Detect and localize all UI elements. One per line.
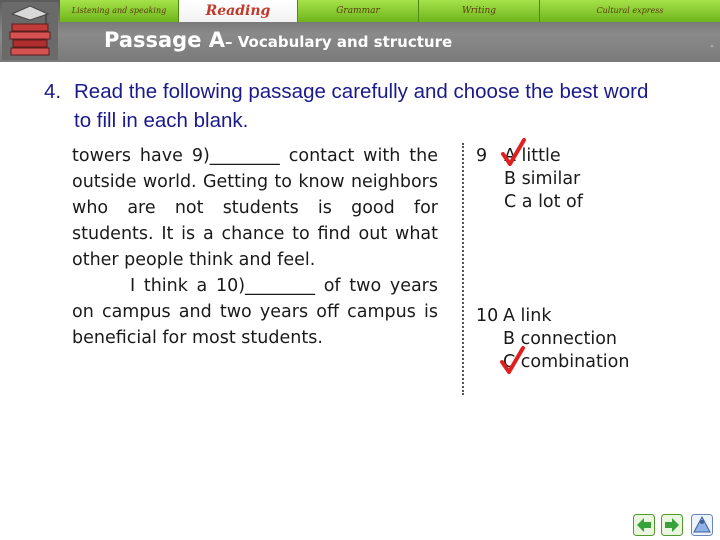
- passage-paragraph: towers have 9)________ contact with the outside world. Getting to know neighbors who are not students is good for students. It is a chance to find out what other people think and feel.: [72, 146, 438, 270]
- home-icon[interactable]: [691, 514, 713, 536]
- page-title-main: Passage A: [104, 28, 226, 52]
- option-group-number: 9: [476, 146, 488, 166]
- option-a[interactable]: A link: [503, 306, 552, 326]
- check-mark-icon: [499, 346, 525, 376]
- question-text: Read the following passage carefully and choose the best word to fill in each blank.: [74, 80, 649, 132]
- reading-passage: [72, 143, 438, 351]
- tab-grammar[interactable]: Grammar: [298, 0, 419, 22]
- tab-writing[interactable]: Writing: [419, 0, 540, 22]
- check-mark-icon: [500, 138, 526, 168]
- question-number: 4.: [44, 80, 62, 103]
- right-arrow-icon[interactable]: [661, 514, 683, 536]
- question-instruction: [44, 77, 664, 135]
- tab-cultural-express[interactable]: Cultural express: [540, 0, 720, 22]
- left-arrow-icon[interactable]: [633, 514, 655, 536]
- tab-reading[interactable]: Reading: [179, 0, 298, 22]
- option-c[interactable]: C a lot of: [504, 192, 583, 212]
- section-tab-bar: [60, 0, 720, 24]
- passage-paragraph: I think a 10)________ of two years on campus and two years off campus is beneficial for most students.: [72, 276, 438, 348]
- column-divider: [462, 143, 464, 395]
- header-bar: [0, 0, 720, 62]
- page-title: [104, 28, 452, 52]
- corner-mark: -: [710, 38, 714, 52]
- books-stack-icon: [2, 2, 58, 60]
- option-b[interactable]: B connection: [503, 329, 617, 349]
- page-title-sub: – Vocabulary and structure: [225, 33, 453, 51]
- option-c[interactable]: C combination: [503, 352, 630, 372]
- tab-listening-speaking[interactable]: Listening and speaking: [60, 0, 179, 22]
- option-b[interactable]: B similar: [504, 169, 581, 189]
- option-group-number: 10: [476, 306, 499, 326]
- option-a[interactable]: A little: [504, 146, 561, 166]
